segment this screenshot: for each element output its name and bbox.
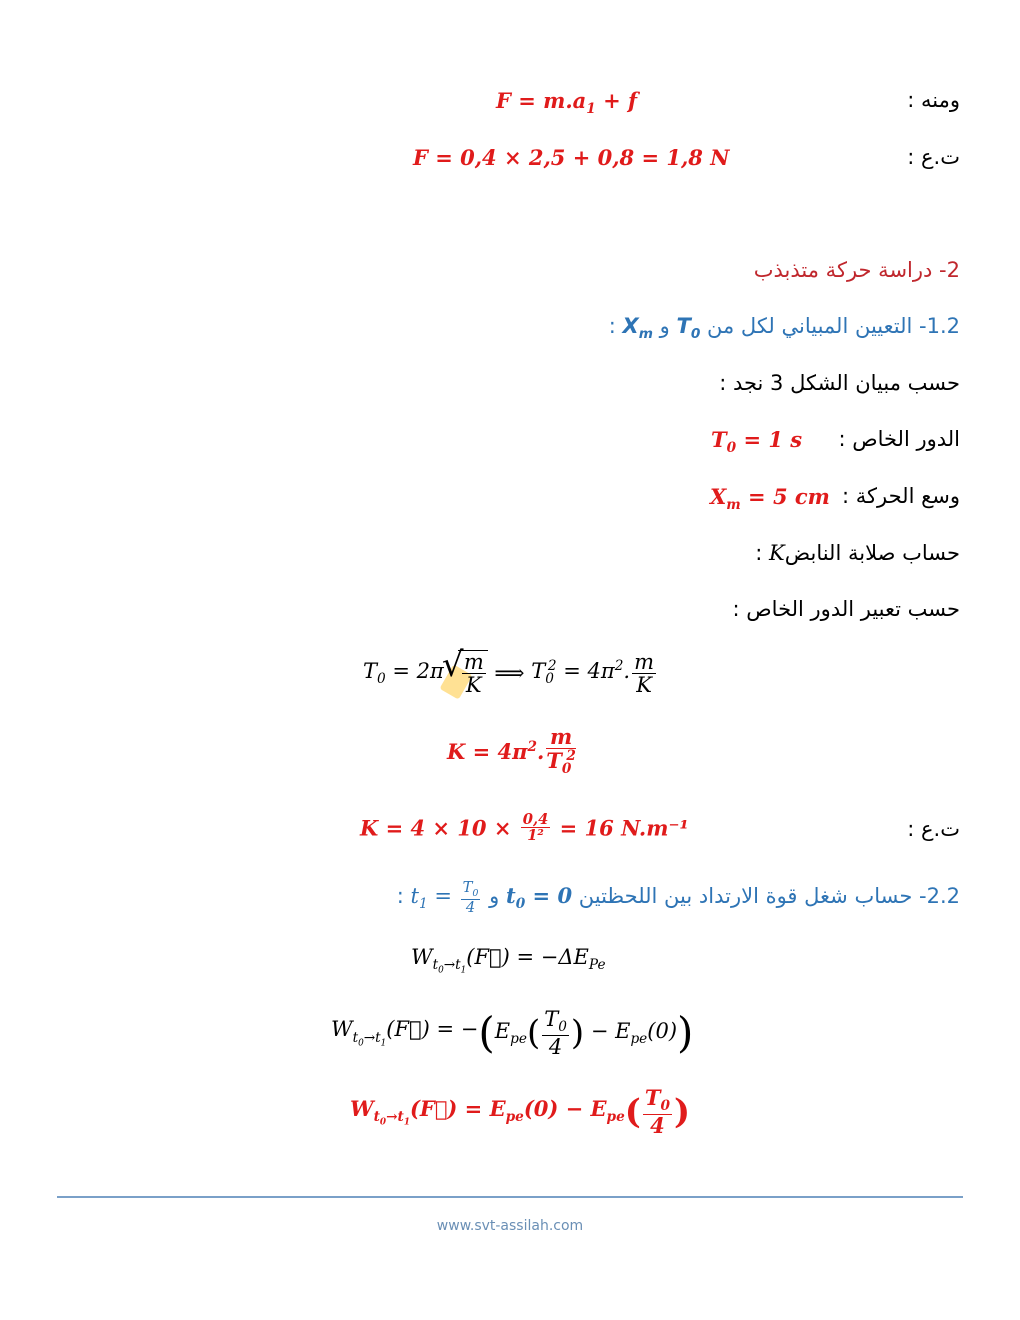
label-wa-minhu: ومنه : [907, 88, 960, 112]
label-proper-period: الدور الخاص : [838, 427, 960, 451]
equation-work-final: $W_{t_0\to t_1}(F⃗) = E_{pe}(0) - E_{pe}$( $\frac{T_0}{4}$ ) [350, 1085, 691, 1138]
equation-f-newton: $F = m.a_1 + f$ [496, 88, 638, 118]
label-numerical-app-1: ت.ع : [907, 145, 960, 169]
equation-work-delta: $W_{t_0\to t_1}(F⃗) = -\Delta E_{Pe}$ [411, 945, 606, 976]
footer-url[interactable]: www.svt-assilah.com [436, 1218, 584, 1234]
section-2-heading: 2- دراسة حركة متذبذب [753, 258, 960, 282]
label-amplitude: وسع الحركة : [842, 484, 960, 508]
equation-k-formula: $K = 4\pi^2$. $\frac{m}{T_0^2}$ [447, 724, 576, 778]
subsection-1-2-and: و [659, 314, 670, 338]
line-period-expression: حسب تعبير الدور الخاص : [732, 597, 960, 621]
label-numerical-app-2: ت.ع : [907, 817, 960, 841]
equation-t0-value: $T_0 = 1$ s [711, 427, 803, 457]
subsection-1-2-heading: 1.2- التعيين المبياني لكل من $T_0$ و $X_m$ : [608, 314, 960, 343]
line-graph-reading: حسب مبيان الشكل 3 نجد : [719, 371, 960, 395]
line-spring-stiffness: حساب صلابة النابضK : [755, 541, 960, 565]
equation-k-value: K = 4 × 10 × $\frac{0,4}{\text{1²}}$ = 16 N.m⁻¹ [360, 811, 689, 845]
subsection-1-2-text: 1.2- التعيين المبياني لكل من [707, 314, 960, 338]
equation-f-value: F = 0,4 × 2,5 + 0,8 = 1,8 N [413, 145, 730, 170]
equation-work-expanded: $W_{t_0\to t_1}(F⃗) = -(E_{pe}$( $\frac{T_0}{4}$ ) − $E_{pe}(0)$) [331, 1007, 694, 1059]
equation-xm-value: $X_m = 5$ cm [710, 484, 830, 514]
subsection-2-2-text: 2.2- حساب شغل قوة الارتداد بين اللحظتين [578, 884, 960, 909]
subsection-2-2-and: و [489, 884, 500, 909]
subsection-2-2-heading: 2.2- حساب شغل قوة الارتداد بين اللحظتين $t_0 = 0$ و $t_1$ = $\frac{T_0}{4}$ : [396, 879, 960, 916]
footer-divider [57, 1196, 963, 1198]
equation-period-formula: $T_0 = 2\pi$ √ $\frac{m}{K}$ ⟹ $T_0^2 = 4\pi^2$. $\frac{m}{K}$ [363, 650, 658, 696]
